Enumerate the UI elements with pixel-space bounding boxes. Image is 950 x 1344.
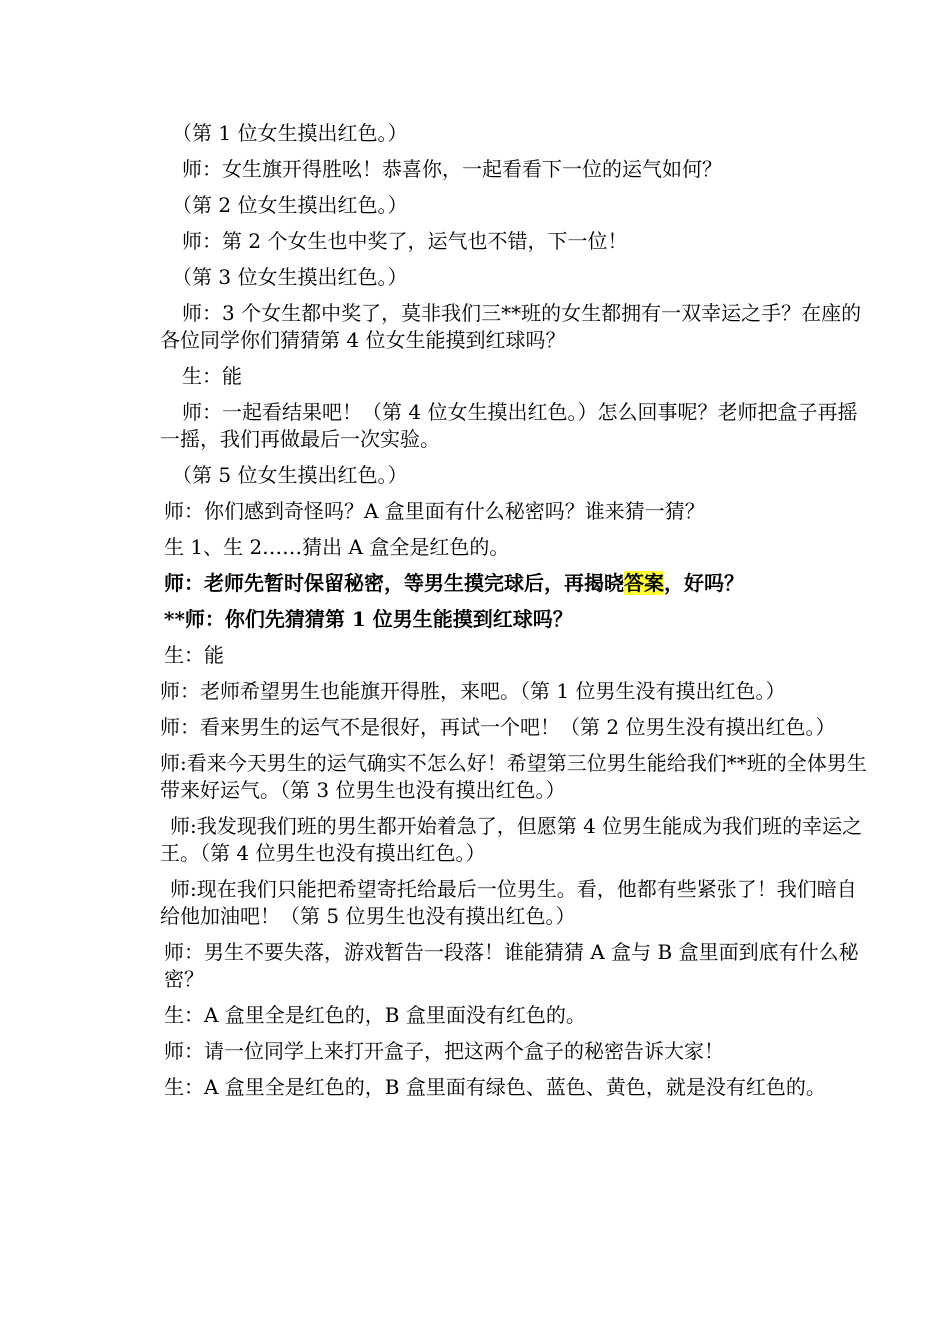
paragraph-18: 师:我发现我们班的男生都开始着急了，但愿第 4 位男生能成为我们班的幸运之王。（第 4 位男生也没有摸出红色。） [160,814,863,865]
paragraph-13: **师：你们先猜猜第 1 位男生能摸到红球吗？ [164,607,573,631]
paragraph-3: （第 2 位女生摸出红色。） [172,193,408,217]
paragraph-9: （第 5 位女生摸出红色。） [172,463,408,487]
highlighted-answer: 答案 [624,571,664,595]
paragraph-12-part-a: 师：老师先暂时保留秘密，等男生摸完球后，再揭晓 [164,571,624,595]
paragraph-8: 师：一起看结果吧！（第 4 位女生摸出红色。）怎么回事呢？老师把盒子再摇一摇，我们再做最后一次实验。 [160,400,858,451]
paragraph-15: 师：老师希望男生也能旗开得胜，来吧。（第 1 位男生没有摸出红色。） [160,679,786,703]
paragraph-10: 师：你们感到奇怪吗？A 盒里面有什么秘密吗？谁来猜一猜？ [164,499,705,523]
paragraph-11: 生 1、生 2……猜出 A 盒全是红色的。 [164,535,510,559]
paragraph-12 [160,570,870,597]
paragraph-20: 师：男生不要失落，游戏暂告一段落！谁能猜猜 A 盒与 B 盒里面到底有什么秘密？ [164,940,859,991]
paragraph-19: 师:现在我们只能把希望寄托给最后一位男生。看，他都有些紧张了！我们暗自给他加油吧！（第 5 位男生也没有摸出红色。） [160,877,857,928]
paragraph-16: 师：看来男生的运气不是很好，再试一个吧！（第 2 位男生没有摸出红色。） [160,715,836,739]
paragraph-22: 师：请一位同学上来打开盒子，把这两个盒子的秘密告诉大家！ [164,1039,724,1063]
paragraph-4: 师：第 2 个女生也中奖了，运气也不错，下一位！ [182,229,628,253]
paragraph-7: 生：能 [182,364,242,388]
body-text [160,120,870,1110]
paragraph-17: 师:看来今天男生的运气确实不怎么好！希望第三位男生能给我们**班的全体男生带来好运气。（第 3 位男生也没有摸出红色。） [160,751,867,802]
paragraph-1: （第 1 位女生摸出红色。） [172,121,408,145]
paragraph-5: （第 3 位女生摸出红色。） [172,265,408,289]
paragraph-6: 师：3 个女生都中奖了，莫非我们三**班的女生都拥有一双幸运之手？在座的各位同学你们猜猜第 4 位女生能摸到红球吗？ [160,301,862,352]
paragraph-23: 生：A 盒里全是红色的，B 盒里面有绿色、蓝色、黄色，就是没有红色的。 [164,1075,826,1099]
paragraph-2: 师：女生旗开得胜吆！恭喜你，一起看看下一位的运气如何？ [182,157,722,181]
paragraph-14: 生：能 [164,643,224,667]
paragraph-12-part-c: ，好吗？ [664,571,744,595]
paragraph-21: 生：A 盒里全是红色的，B 盒里面没有红色的。 [164,1003,586,1027]
